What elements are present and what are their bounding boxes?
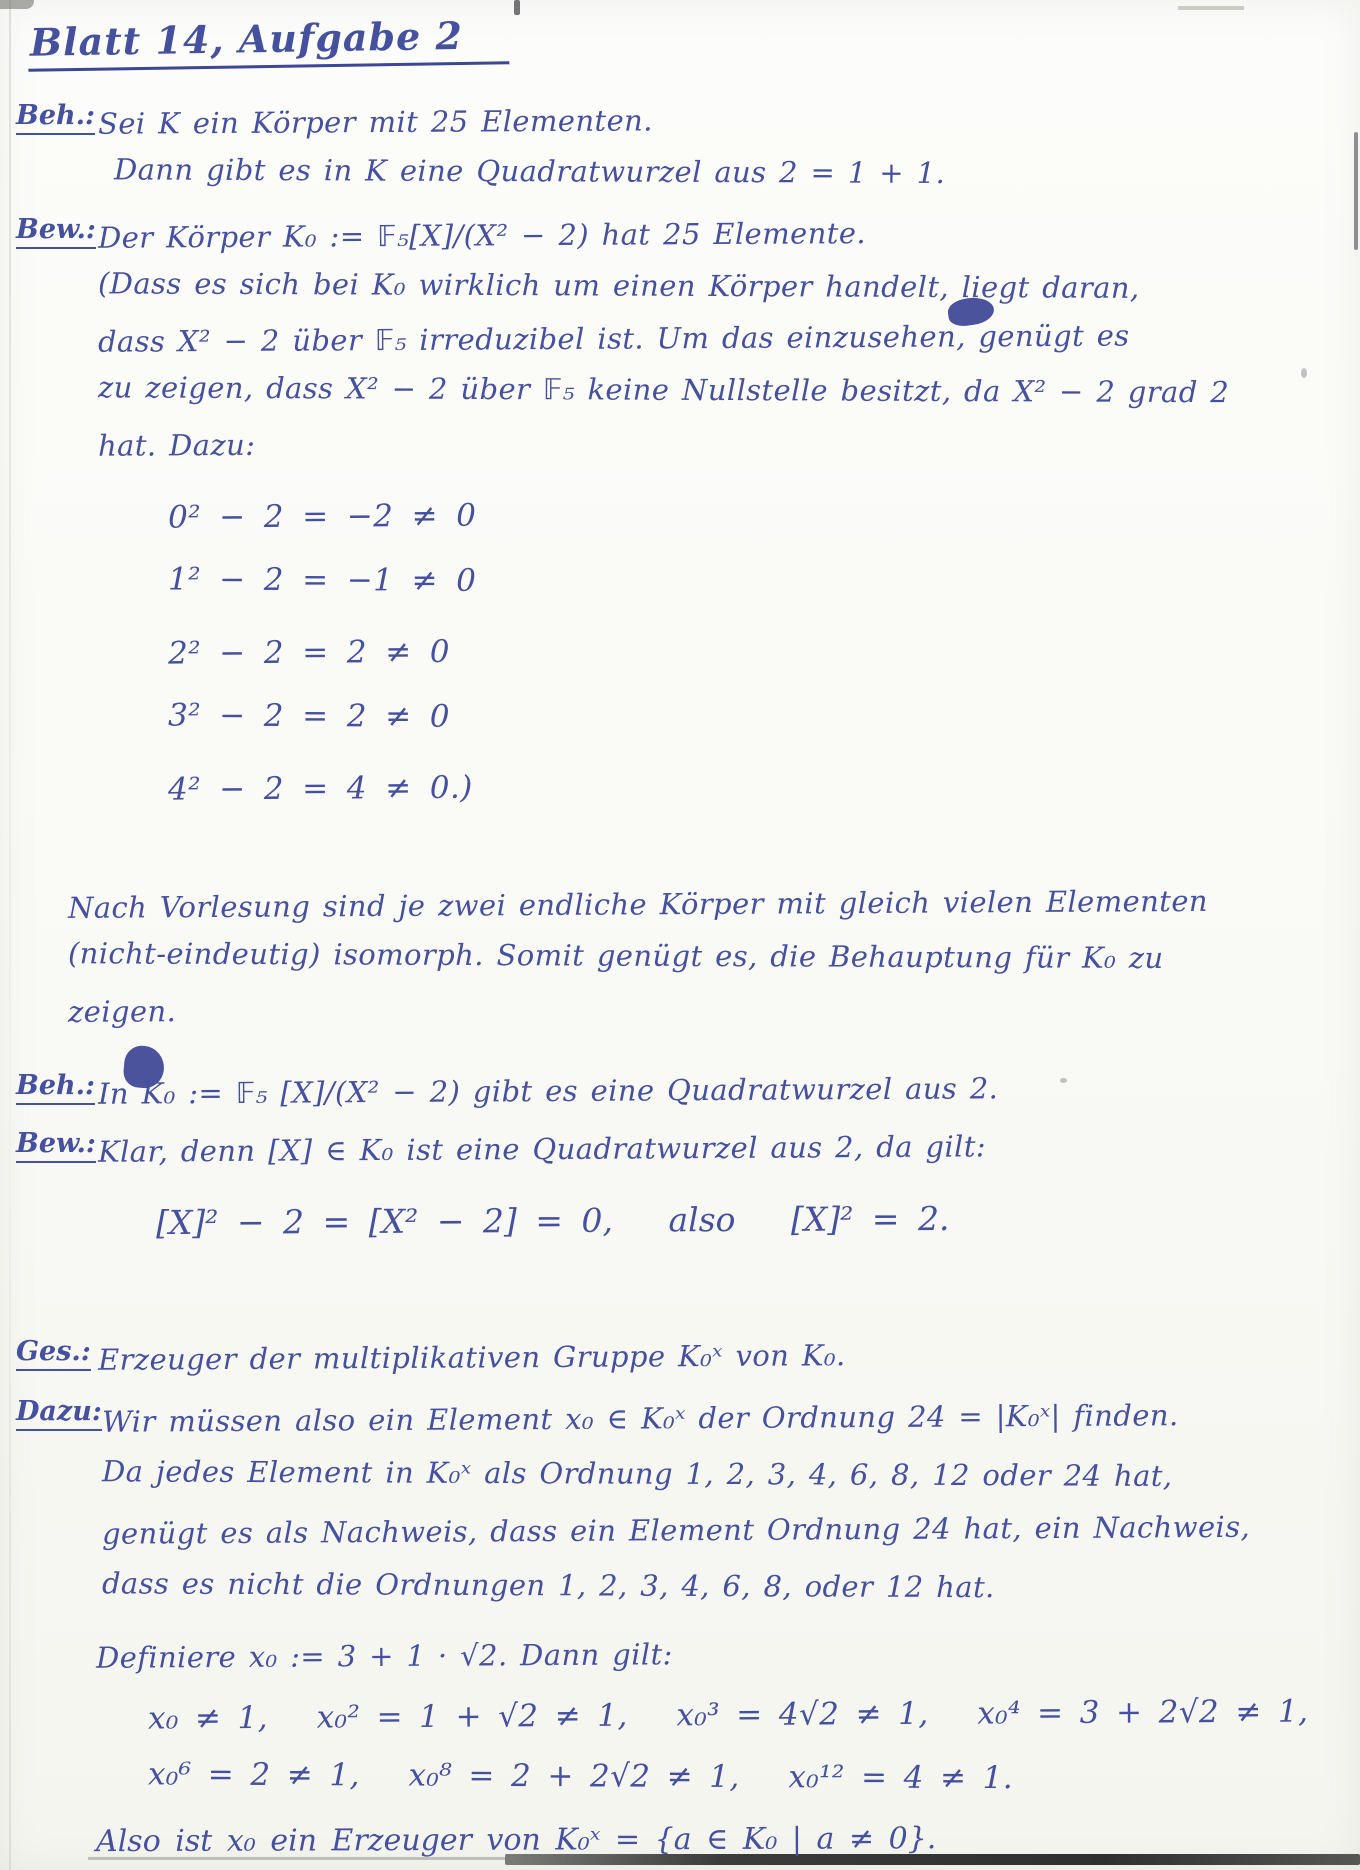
goal-line: Erzeuger der multiplikativen Gruppe K₀ˣ von K₀.: [97, 1338, 846, 1377]
equation-line: 3² − 2 = 2 ≠ 0: [167, 697, 451, 735]
proof-line: zu zeigen, dass X² − 2 über 𝔽₅ keine Nullstelle besitzt, da X² − 2 grad 2: [97, 370, 1230, 410]
approach-line: Wir müssen also ein Element x₀ ∈ K₀ˣ der Ordnung 24 = |K₀ˣ| finden.: [101, 1398, 1179, 1439]
claim-line: Sei K ein Körper mit 25 Elementen.: [97, 103, 653, 141]
section-label-dazu: Dazu:: [16, 1390, 102, 1427]
section-claim-2: [16, 1064, 1336, 1116]
page-title: Blatt 14, Aufgabe 2: [28, 12, 510, 72]
section-label-bew: Bew.:: [16, 1122, 98, 1159]
approach-line: Da jedes Element in K₀ˣ als Ordnung 1, 2, 3, 4, 6, 8, 12 oder 24 hat,: [101, 1454, 1173, 1493]
conclusion-line: Also ist x₀ ein Erzeuger von K₀ˣ = {a ∈ K₀ | a ≠ 0}.: [95, 1821, 937, 1860]
equation-line: [X]² − 2 = [X² − 2] = 0, also [X]² = 2.: [155, 1198, 950, 1243]
proof-line: (Dass es sich bei K₀ wirklich um einen Körper handelt, liegt daran,: [97, 266, 1140, 305]
section-label-bew: Bew.:: [16, 208, 98, 245]
equation-line: 2² − 2 = 2 ≠ 0: [167, 633, 451, 672]
remark-line: (nicht-eindeutig) isomorph. Somit genügt es, die Behauptung für K₀ zu: [67, 936, 1164, 976]
equation-line: 4² − 2 = 4 ≠ 0.): [167, 769, 473, 808]
section-proof-1: [16, 208, 1336, 468]
approach-line: genügt es als Nachweis, dass ein Element Ordnung 24 hat, ein Nachweis,: [101, 1509, 1251, 1551]
claim-line: In K₀ := 𝔽₅ [X]/(X² − 2) gibt es eine Quadratwurzel aus 2.: [97, 1071, 999, 1111]
proof-line: hat. Dazu:: [97, 427, 256, 463]
approach-line: dass es nicht die Ordnungen 1, 2, 3, 4, 6, 8, oder 12 hat.: [101, 1566, 995, 1605]
proof-line: dass X² − 2 über 𝔽₅ irreduzibel ist. Um das einzusehen, genügt es: [97, 318, 1130, 359]
remark-paragraph: [68, 878, 1336, 1034]
power-equations: [148, 1684, 1336, 1808]
equation-line: x₀⁶ = 2 ≠ 1, x₀⁸ = 2 + 2√2 ≠ 1, x₀¹² = 4 ≠ 1.: [147, 1756, 1014, 1797]
section-claim-1: [16, 94, 1336, 198]
remark-line: Nach Vorlesung sind je zwei endliche Körper mit gleich vielen Elementen: [67, 883, 1209, 925]
section-label-beh: Beh.:: [16, 1064, 98, 1101]
proof-line: Der Körper K₀ := 𝔽₅[X]/(X² − 2) hat 25 Elemente.: [97, 216, 867, 255]
section-approach: [16, 1390, 1336, 1614]
section-goal: [16, 1330, 1336, 1382]
equation-line: 0² − 2 = −2 ≠ 0: [167, 497, 477, 536]
calculation-list: [168, 480, 1336, 820]
definition-line: Definiere x₀ := 3 + 1 · √2. Dann gilt:: [95, 1637, 673, 1675]
section-proof-2: [16, 1122, 1336, 1174]
claim-line: Dann gibt es in K eine Quadratwurzel aus 2 = 1 + 1.: [113, 152, 946, 190]
remark-line: zeigen.: [67, 994, 177, 1029]
equation-line: x₀ ≠ 1, x₀² = 1 + √2 ≠ 1, x₀³ = 4√2 ≠ 1, x₀⁴ = 3 + 2√2 ≠ 1,: [147, 1693, 1309, 1737]
proof-line: Klar, denn [X] ∈ K₀ ist eine Quadratwurzel aus 2, da gilt:: [97, 1129, 987, 1169]
section-label-ges: Ges.:: [16, 1330, 98, 1367]
section-label-beh: Beh.:: [16, 94, 98, 131]
equation-line: 1² − 2 = −1 ≠ 0: [167, 561, 477, 599]
